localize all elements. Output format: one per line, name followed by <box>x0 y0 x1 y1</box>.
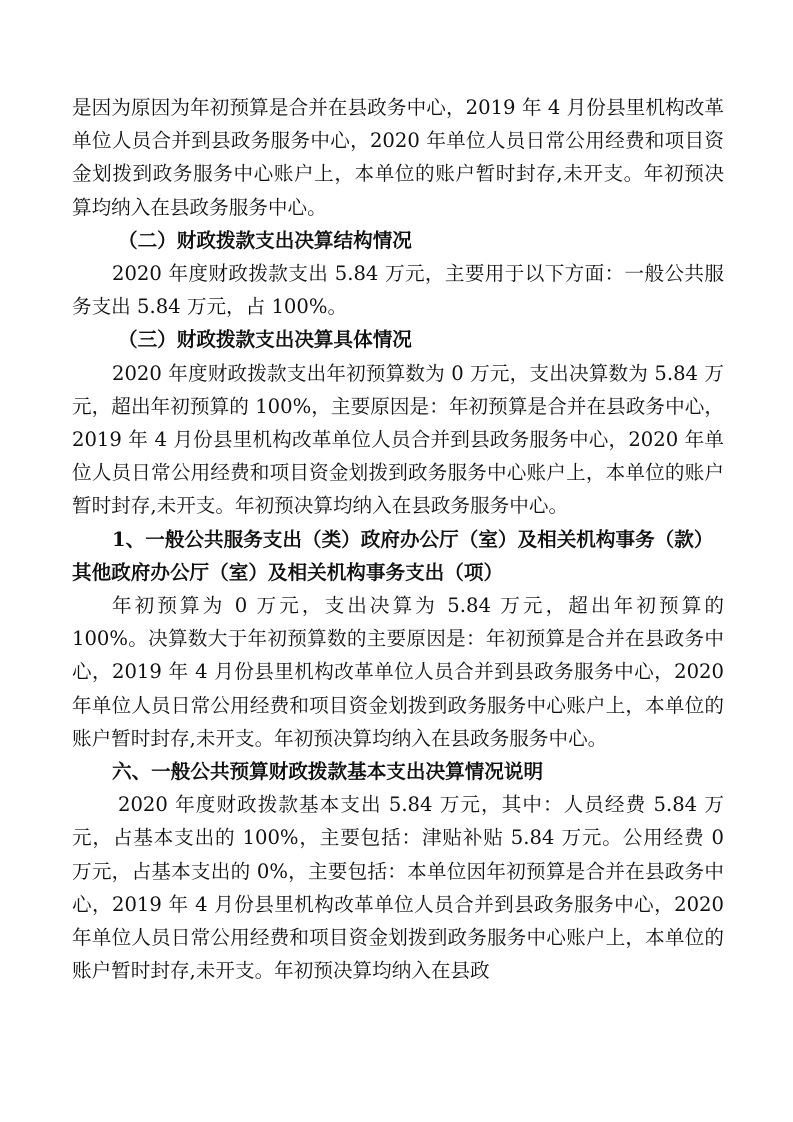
section-heading-structure: （二）财政拨款支出决算结构情况 <box>118 228 412 252</box>
document-page <box>72 91 724 987</box>
section-heading-item-1: 1、一般公共服务支出（类）政府办公厅（室）及相关机构事务（款）其他政府办公厅（室）及相关机构事务支出（项） <box>72 527 714 584</box>
paragraph-item-1: 年初预算为 0 万元，支出决算为 5.84 万元，超出年初预算的 100%。决算数大于年初预算数的主要原因是：年初预算是合并在县政务中心，2019 年 4 月份县里机构改革单位人员合并到县政务服务中心，2020 年单位人员日常公用经费和项目资金划拨到政务服务中心账户上，本单位的账户暂时封存,未开支。年初预决算均纳入在县政务服务中心。 <box>72 594 724 750</box>
section-heading-details: （三）财政拨款支出决算具体情况 <box>118 328 412 352</box>
paragraph-basic-expenditure: 2020 年度财政拨款基本支出 5.84 万元，其中：人员经费 5.84 万元，占基本支出的 100%，主要包括：津贴补贴 5.84 万元。公用经费 0 万元，占基本支出的 0%，主要包括：本单位因年初预算是合并在县政务中心，2019 年 4 月份县里机构改革单位人员合并到县政务服务中心，2020 年单位人员日常公用经费和项目资金划拨到政务服务中心账户上，本单位的账户暂时封存,未开支。年初预决算均纳入在县政 <box>72 793 724 983</box>
paragraph-continuation: 是因为原因为年初预算是合并在县政务中心，2019 年 4 月份县里机构改革单位人员合并到县政务服务中心，2020 年单位人员日常公用经费和项目资金划拨到政务服务中心账户上，本单位的账户暂时封存,未开支。年初预决算均纳入在县政务服务中心。 <box>72 96 724 219</box>
paragraph-details: 2020 年度财政拨款支出年初预算数为 0 万元，支出决算数为 5.84 万元，超出年初预算的 100%，主要原因是：年初预算是合并在县政务中心，2019 年 4 月份县里机构改革单位人员合并到县政务服务中心，2020 年单位人员日常公用经费和项目资金划拨到政务服务中心账户上，本单位的账户暂时封存,未开支。年初预决算均纳入在县政务服务中心。 <box>72 361 724 518</box>
section-heading-six: 六、一般公共预算财政拨款基本支出决算情况说明 <box>112 760 544 784</box>
paragraph-structure: 2020 年度财政拨款支出 5.84 万元，主要用于以下方面：一般公共服务支出 5.84 万元，占 100%。 <box>72 262 724 319</box>
